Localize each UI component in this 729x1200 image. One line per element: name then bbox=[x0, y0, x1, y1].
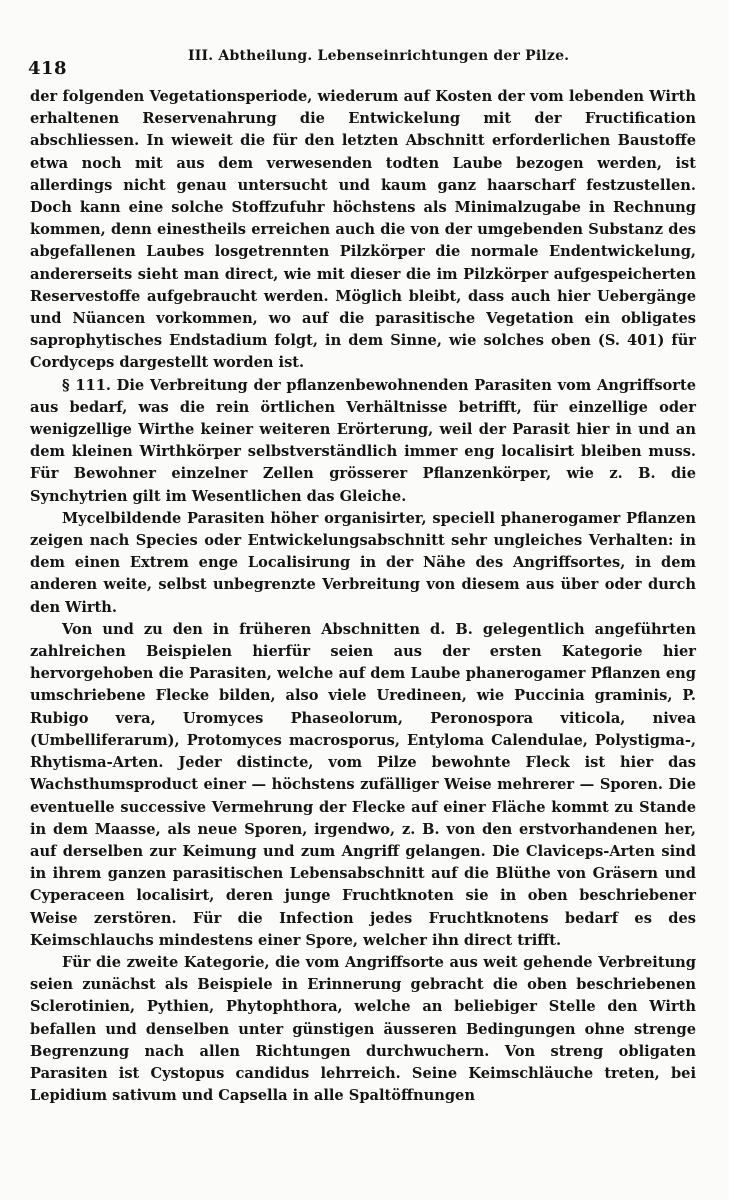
paragraph-second-category: Für die zweite Kategorie, die vom Angriffsorte aus weit gehende Verbreitung seien zunächst als Beispiele in Erinnerung gebracht die oben beschriebenen Sclerotinien, Pythien, Phytophthora, welche an beliebiger Stelle den Wirth befallen und denselben unter günstigen äusseren Bedingungen ohne strenge Begrenzung nach allen Richtungen durchwuchern. Von streng obligaten Parasiten ist Cystopus candidus lehrreich. Seine Keimschläuche treten, bei Lepidium sativum und Capsella in alle Spaltöffnungen bbox=[30, 953, 696, 1105]
page-header bbox=[28, 48, 698, 79]
paragraph-mycelbildende: Mycelbildende Parasiten höher organisirter, speciell phanerogamer Pflanzen zeigen nach Species oder Entwickelungsabschnitt sehr ungleiches Verhalten: in dem einen Extrem enge Localisirung in der Nähe des Angriffsortes, in dem anderen weite, selbst unbegrenzte Verbreitung von diesem aus über oder durch den Wirth. bbox=[30, 509, 696, 616]
paragraph-section-111: § 111. Die Verbreitung der pflanzenbewohnenden Parasiten vom Angriffsorte aus bedarf, was die rein örtlichen Verhältnisse betrifft, für einzellige oder wenigzellige Wirthe keiner weiteren Erörterung, weil der Parasit hier in und an dem kleinen Wirthkörper selbstverständlich immer eng localisirt bleiben muss. Für Bewohner einzelner Zellen grösserer Pflanzenkörper, wie z. B. die Synchytrien gilt im Wesentlichen das Gleiche. bbox=[30, 376, 696, 505]
paragraph-continuation: der folgenden Vegetationsperiode, wiederum auf Kosten der vom lebenden Wirth erhaltenen Reservenahrung die Entwickelung mit der Fructification abschliessen. In wieweit die für den letzten Abschnitt erforderlichen Baustoffe etwa noch mit aus dem verwesenden todten Laube bezogen werden, ist allerdings nicht genau untersucht und kaum ganz haarscharf festzustellen. Doch kann eine solche Stoffzufuhr höchstens als Minimalzugabe in Rechnung kommen, denn einestheils erreichen auch die von der umgebenden Substanz des abgefallenen Laubes losgetrennten Pilzkörper die normale Endentwickelung, andererseits sieht man direct, wie mit dieser die im Pilzkörper aufgespeicherten Reservestoffe aufgebraucht werden. Möglich bleibt, dass auch hier Uebergänge und Nüancen vorkommen, wo auf die parasitische Vegetation ein obligates saprophytisches Endstadium folgt, in dem Sinne, wie solches oben (S. 401) für Cordyceps dargestellt worden ist. bbox=[30, 88, 696, 372]
running-head: III. Abtheilung. Lebenseinrichtungen der Pilze. bbox=[188, 48, 570, 64]
paragraph-first-category: Von und zu den in früheren Abschnitten d. B. gelegentlich angeführten zahlreichen Beispielen hierfür seien aus der ersten Kategorie hier hervorgehoben die Parasiten, welche auf dem Laube phanerogamer Pflanzen eng umschriebene Flecke bilden, also viele Uredineen, wie Puccinia graminis, P. Rubigo vera, Uromyces Phaseolorum, Peronospora viticola, nivea (Umbelliferarum), Protomyces macrosporus, Entyloma Calendulae, Polystigma-, Rhytisma-Arten. Jeder distincte, vom Pilze bewohnte Fleck ist hier das Wachsthumsproduct einer — höchstens zufälliger Weise mehrerer — Sporen. Die eventuelle successive Vermehrung der Flecke auf einer Fläche kommt zu Stande in dem Maasse, als neue Sporen, irgendwo, z. B. von den erstvorhandenen her, auf derselben zur Keimung und zum Angriff gelangen. Die Claviceps-Arten sind in ihrem ganzen parasitischen Lebensabschnitt auf die Blüthe von Gräsern und Cyperaceen localisirt, deren junge Fruchtknoten sie in oben beschriebener Weise zerstören. Für die Infection jedes Fruchtknotens bedarf es des Keimschlauchs mindestens einer Spore, welcher ihn direct trifft. bbox=[30, 620, 696, 949]
page-number: 418 bbox=[28, 58, 68, 79]
body-text bbox=[30, 86, 696, 1107]
